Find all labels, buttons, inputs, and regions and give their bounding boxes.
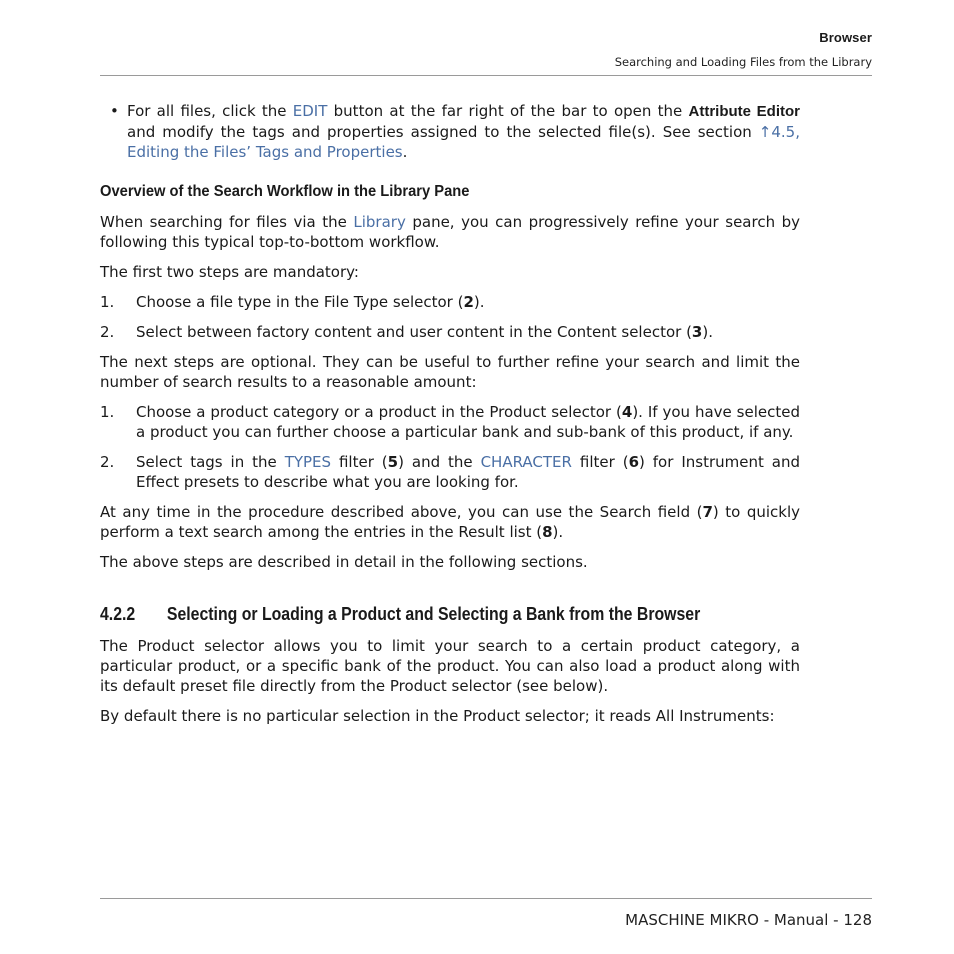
section-number: 4.2.2 [100,604,136,624]
bullet-text: button at the far right of the bar to open the [327,102,689,120]
list-number: 1. [100,293,115,311]
edit-button-reference: EDIT [292,102,328,120]
bullet-text: and modify the tags and properties assigned to the selected file(s). See section [127,123,759,141]
steps-summary-paragraph: The above steps are described in detail in the following sections. [100,553,588,571]
header-section-title: Searching and Loading Files from the Library [614,55,872,69]
list-item: 2. Select between factory content and user content in the Content selector (3). [100,323,713,341]
list-item: 1. Choose a file type in the File Type selector (2). [100,293,485,311]
list-number: 2. [100,323,115,341]
search-field-paragraph: At any time in the procedure described above, you can use the Search field (7) to quickly perform a text search among the entries in the Result list (8). [100,503,800,541]
mandatory-intro: The first two steps are mandatory: [100,263,359,281]
optional-intro: The next steps are optional. They can be useful to further refine your search and limit the number of search results to a reasonable amount: [100,353,800,391]
bullet-mark: • [110,102,119,120]
attribute-editor-term: Attribute Editor [688,103,800,120]
section-cross-reference-link[interactable]: ↑4.5, Editing the Files’ Tags and Properties [127,123,800,161]
library-pane-reference: Library [353,213,406,231]
section-paragraph: By default there is no particular selection in the Product selector; it reads All Instruments: [100,707,775,725]
callout-number: 2 [463,293,474,311]
callout-number: 8 [542,523,553,541]
callout-number: 5 [387,453,399,471]
character-filter-reference: CHARACTER [480,453,572,471]
header-rule [100,75,872,76]
section-title: Selecting or Loading a Product and Selecting a Bank from the Browser [166,604,701,624]
callout-number: 4 [621,403,633,421]
callout-number: 3 [691,323,703,341]
overview-heading: Overview of the Search Workflow in the Library Pane [100,183,470,200]
section-paragraph: The Product selector allows you to limit your search to a certain product category, a particular product, or a specific bank of the product. You can also load a product along with its default preset file directly from the Product selector (see below). [100,637,800,695]
bullet-text: . [402,143,408,161]
list-item: 2. Select tags in the TYPES filter (5) and the CHARACTER filter (6) for Instrument and Effect presets to describe what you are looking for. [100,453,801,491]
types-filter-reference: TYPES [284,453,332,471]
bullet-item [100,101,800,162]
list-number: 2. [100,453,115,471]
footer-rule [100,898,872,899]
list-item: 1. Choose a product category or a product in the Product selector (4). If you have selected a product you can further choose a particular bank and sub-bank of this product, if any. [100,403,800,441]
callout-number: 7 [702,503,713,521]
page-content [100,101,800,736]
footer-page-info: MASCHINE MIKRO - Manual - 128 [625,911,872,929]
overview-paragraph: When searching for files via the Library pane, you can progressively refine your search by following this typical top-to-bottom workflow. [100,213,800,251]
bullet-text: For all files, click the [127,102,293,120]
header-chapter-title: Browser [819,30,872,45]
section-heading [100,602,716,626]
callout-number: 6 [628,453,639,471]
list-number: 1. [100,403,115,421]
